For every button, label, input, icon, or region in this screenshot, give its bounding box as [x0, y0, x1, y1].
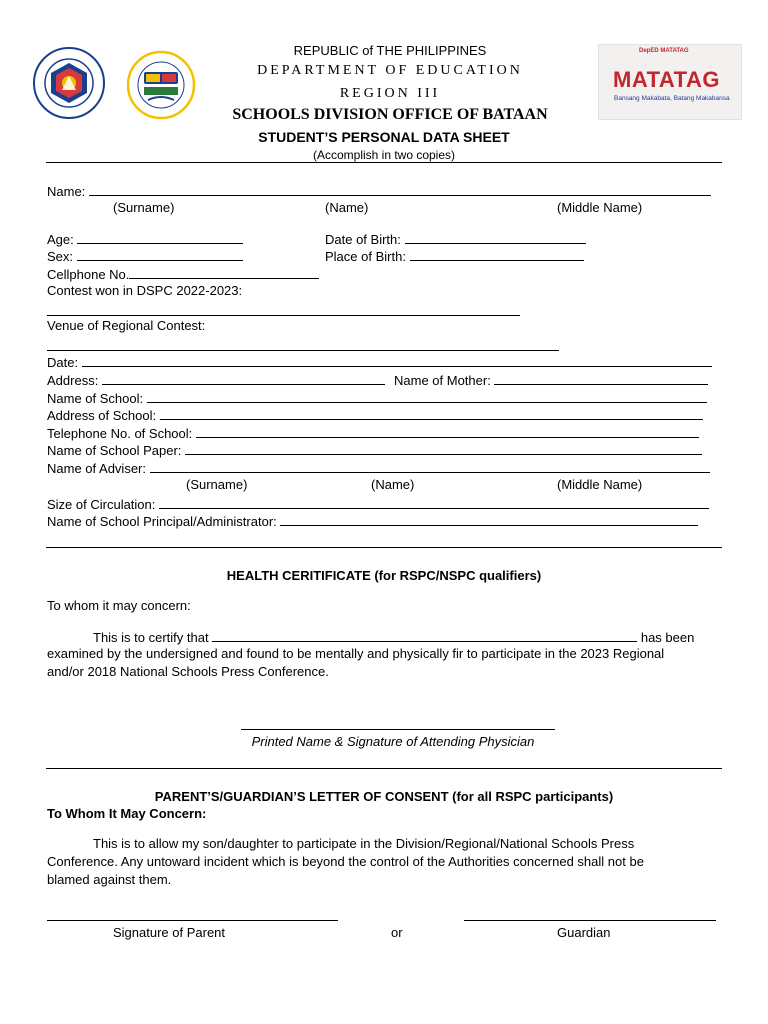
dob-field[interactable]	[405, 230, 586, 244]
form-instruction: (Accomplish in two copies)	[312, 148, 456, 162]
pob-row	[325, 247, 584, 265]
health-certify-row	[93, 628, 694, 646]
cellphone-row	[47, 265, 319, 283]
certify-prefix: This is to certify that	[93, 630, 209, 645]
certify-name-field[interactable]	[212, 628, 637, 642]
name-label: Name:	[47, 184, 86, 199]
school-address-label: Address of School:	[47, 408, 157, 423]
guardian-signature-label: Guardian	[557, 925, 611, 940]
mother-field[interactable]	[494, 371, 708, 385]
consent-line-2: Conference. Any untoward incident which is beyond the control of the Authorities concerned shall not be	[47, 854, 644, 869]
name-surname-caption: (Surname)	[113, 200, 175, 215]
contest-label: Contest won in DSPC 2022-2023:	[47, 283, 243, 298]
age-field[interactable]	[77, 230, 243, 244]
physician-signature-label: Printed Name & Signature of Attending Physician	[251, 734, 535, 749]
circulation-row	[47, 495, 709, 513]
address-row	[47, 371, 385, 389]
school-address-field[interactable]	[160, 406, 703, 420]
telephone-label: Telephone No. of School:	[47, 426, 193, 441]
circulation-field[interactable]	[159, 495, 709, 509]
telephone-field[interactable]	[196, 424, 699, 438]
school-field[interactable]	[147, 389, 707, 403]
school-row	[47, 389, 707, 407]
division-seal	[126, 50, 196, 120]
cellphone-field[interactable]	[129, 265, 319, 279]
paper-label: Name of School Paper:	[47, 443, 182, 458]
dob-label: Date of Birth:	[325, 232, 401, 247]
parent-signature-field[interactable]	[47, 920, 338, 921]
principal-label: Name of School Principal/Administrator:	[47, 514, 277, 529]
cellphone-label: Cellphone No.	[47, 267, 130, 282]
pob-label: Place of Birth:	[325, 249, 406, 264]
consent-line-1: This is to allow my son/daughter to participate in the Division/Regional/National Schools Press	[93, 836, 635, 851]
republic-line: REPUBLIC of THE PHILIPPINES	[293, 43, 487, 58]
division-line: SCHOOLS DIVISION OFFICE OF BATAAN	[232, 106, 548, 123]
adviser-middle-caption: (Middle Name)	[557, 477, 643, 492]
deped-seal	[32, 46, 106, 120]
address-label: Address:	[47, 373, 99, 388]
adviser-row	[47, 459, 710, 477]
physician-signature-field[interactable]	[241, 729, 555, 730]
name-row	[47, 182, 711, 200]
age-row	[47, 230, 243, 248]
school-label: Name of School:	[47, 391, 144, 406]
guardian-signature-field[interactable]	[464, 920, 716, 921]
age-label: Age:	[47, 232, 74, 247]
consent-title: PARENT’S/GUARDIAN’S LETTER OF CONSENT (for all RSPC participants)	[154, 789, 614, 804]
adviser-label: Name of Adviser:	[47, 461, 146, 476]
section-divider-1	[46, 547, 722, 548]
address-field[interactable]	[102, 371, 385, 385]
date-label: Date:	[47, 355, 79, 370]
contest-field[interactable]	[47, 315, 520, 316]
dob-row	[325, 230, 586, 248]
venue-field[interactable]	[47, 350, 559, 351]
matatag-logo	[598, 44, 742, 120]
or-label: or	[391, 925, 403, 940]
adviser-surname-caption: (Surname)	[186, 477, 248, 492]
principal-field[interactable]	[280, 512, 698, 526]
mother-label: Name of Mother:	[394, 373, 491, 388]
mother-row	[394, 371, 708, 389]
matatag-tagline: Bansang Makabata, Batang Makabansa	[614, 95, 730, 102]
venue-label: Venue of Regional Contest:	[47, 318, 206, 333]
certify-suffix: has been	[640, 630, 695, 645]
pob-field[interactable]	[410, 247, 584, 261]
date-field[interactable]	[82, 353, 712, 367]
name-middle-caption: (Middle Name)	[557, 200, 643, 215]
sex-field[interactable]	[77, 247, 243, 261]
date-row	[47, 353, 712, 371]
department-line: DEPARTMENT OF EDUCATION	[257, 63, 523, 78]
header-divider	[46, 162, 722, 163]
health-line-3: and/or 2018 National Schools Press Conference.	[47, 664, 329, 679]
matatag-wordmark: MATATAG	[613, 67, 720, 92]
form-title: STUDENT’S PERSONAL DATA SHEET	[258, 129, 510, 145]
health-title: HEALTH CERITIFICATE (for RSPC/NSPC qualifiers)	[226, 568, 542, 583]
paper-field[interactable]	[185, 441, 702, 455]
consent-greeting: To Whom It May Concern:	[47, 806, 207, 821]
health-line-2: examined by the undersigned and found to be mentally and physically fir to participate in the 2023 Regional	[47, 646, 665, 661]
principal-row	[47, 512, 698, 530]
sex-label: Sex:	[47, 249, 74, 264]
section-divider-2	[46, 768, 722, 769]
health-greeting: To whom it may concern:	[47, 598, 191, 613]
adviser-field[interactable]	[150, 459, 710, 473]
parent-signature-label: Signature of Parent	[113, 925, 226, 940]
name-field[interactable]	[89, 182, 711, 196]
matatag-small-text: DepED MATATAG	[639, 48, 689, 54]
name-name-caption: (Name)	[325, 200, 369, 215]
sex-row	[47, 247, 243, 265]
circulation-label: Size of Circulation:	[47, 497, 156, 512]
region-line: REGION III	[339, 86, 441, 101]
telephone-row	[47, 424, 699, 442]
consent-line-3: blamed against them.	[47, 872, 172, 887]
adviser-name-caption: (Name)	[371, 477, 415, 492]
school-address-row	[47, 406, 703, 424]
paper-row	[47, 441, 702, 459]
